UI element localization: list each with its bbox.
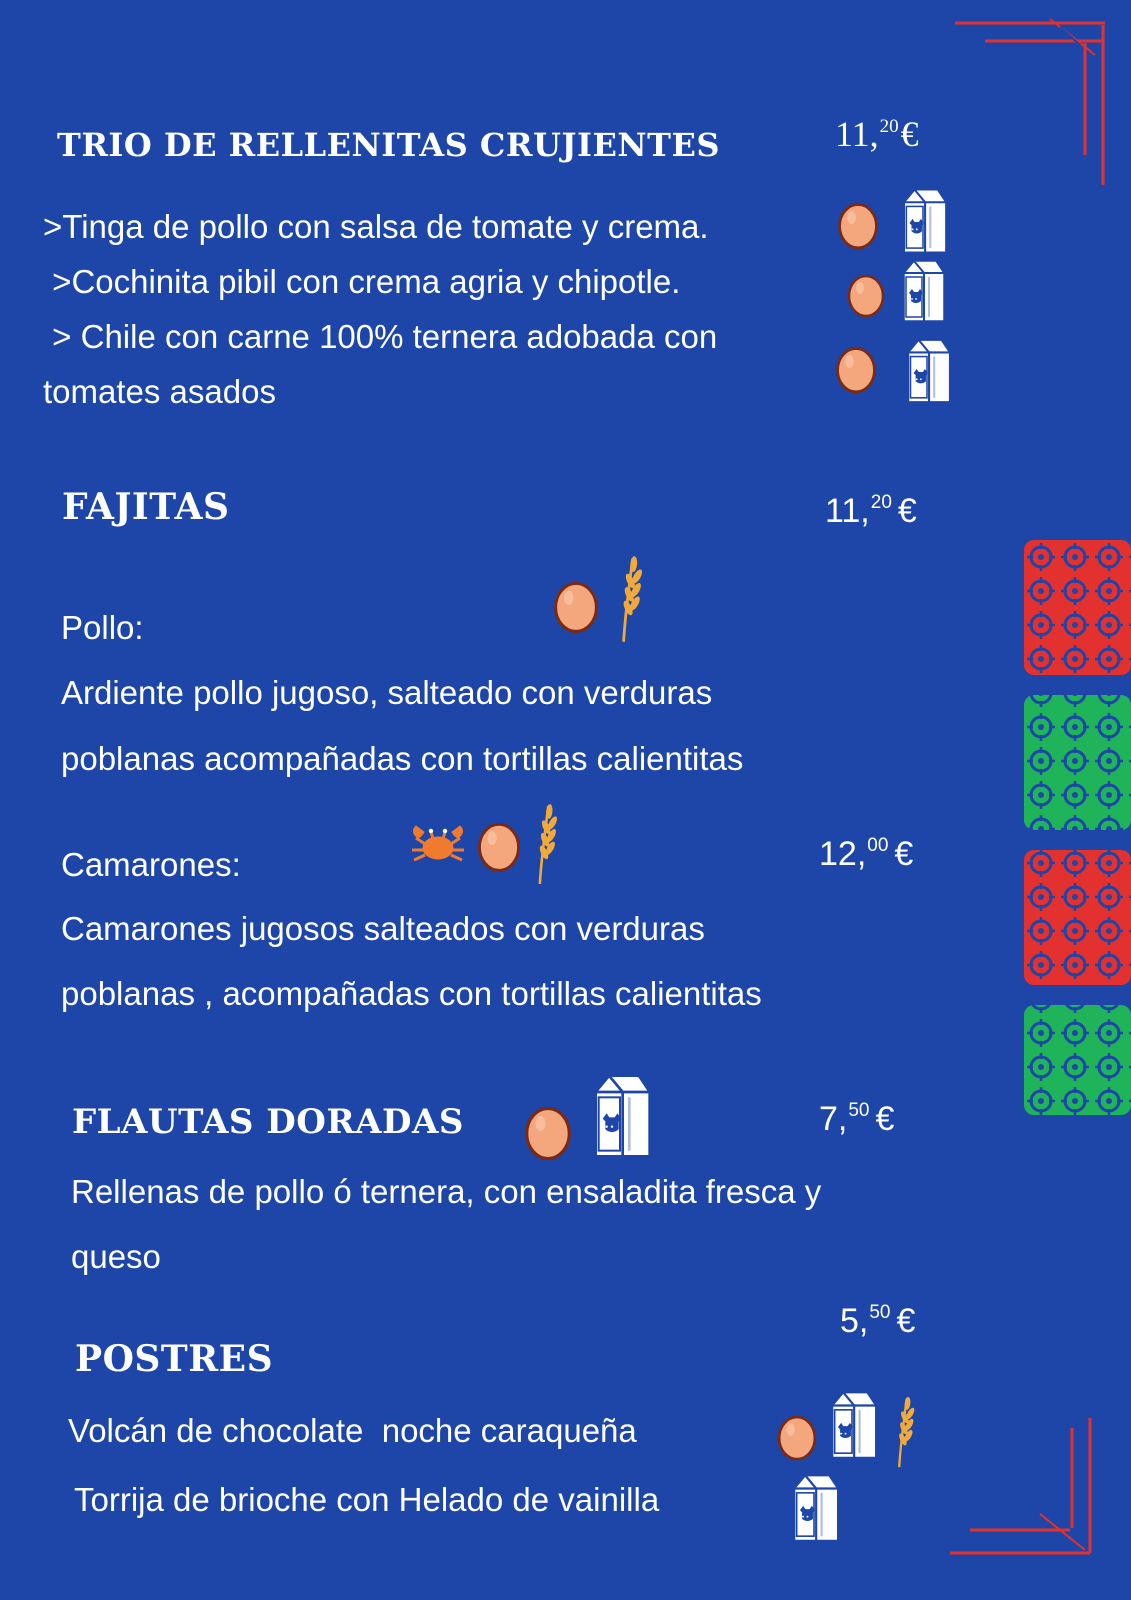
price-fajitas [825,492,917,531]
menu-item: > Chile con carne 100% ternera adobada con [43,318,718,355]
wheat-icon [525,802,561,886]
milk-carton-icon [898,258,946,324]
price-currency: € [875,1100,895,1138]
menu-item: >Tinga de pollo con salsa de tomate y crema. [43,208,709,245]
egg-icon [552,576,600,634]
milk-carton-icon [898,187,948,255]
price-postres [840,1302,915,1341]
price-dec: 00 [867,835,889,856]
dish-description: queso [71,1238,161,1275]
section-title-trio: TRIO DE RELLENITAS CRUJIENTES [57,126,720,164]
price-int: 11, [825,492,870,530]
price-camarones [819,835,913,874]
price-int: 5, [840,1302,869,1340]
menu-item: >Cochinita pibil con crema agria y chipotle. [43,263,681,300]
price-dec: 20 [879,116,899,137]
egg-icon [836,198,880,250]
menu-item: tomates asados [43,373,276,410]
section-title-postres: POSTRES [75,1338,274,1380]
price-int: 7, [819,1100,848,1138]
menu-item: Volcán de chocolate noche caraqueña [68,1412,637,1449]
egg-icon [523,1100,573,1162]
corner-frame-top-right [955,15,1115,185]
corner-frame-bottom-right [950,1418,1100,1558]
milk-carton-icon [902,338,952,404]
price-currency: € [897,492,917,530]
crab-icon [408,820,468,864]
dish-description: Camarones jugosos salteados con verduras [61,910,705,947]
price-int: 11, [835,114,879,154]
price-int: 12, [819,835,867,873]
menu-item: Torrija de brioche con Helado de vainilla [74,1481,660,1518]
egg-icon [776,1410,818,1462]
price-currency: € [896,1302,916,1340]
price-currency: € [894,835,914,873]
price-dec: 50 [848,1100,870,1121]
egg-icon [846,270,886,318]
egg-icon [834,342,878,394]
price-dec: 20 [870,492,892,513]
dish-description: poblanas acompañadas con tortillas calientitas [61,740,744,777]
dish-description: Ardiente pollo jugoso, salteado con verduras [61,674,713,711]
price-dec: 50 [869,1302,891,1323]
wheat-icon [885,1395,919,1469]
dish-label-camarones: Camarones: [61,846,241,883]
egg-icon [476,817,522,873]
dish-label-pollo: Pollo: [61,609,144,646]
dish-description: poblanas , acompañadas con tortillas calientitas [61,975,762,1012]
price-flautas [819,1100,894,1139]
wheat-icon [608,554,646,644]
dish-description: Rellenas de pollo ó ternera, con ensaladita fresca y [71,1173,822,1210]
section-title-fajitas: FAJITAS [62,486,230,528]
milk-carton-icon [788,1473,840,1543]
papel-picado-banner [1024,540,1131,1120]
price-trio [835,113,919,155]
milk-carton-icon [588,1073,652,1159]
section-title-flautas: FLAUTAS DORADAS [72,1102,464,1142]
price-currency: € [900,114,919,154]
milk-carton-icon [826,1390,878,1460]
